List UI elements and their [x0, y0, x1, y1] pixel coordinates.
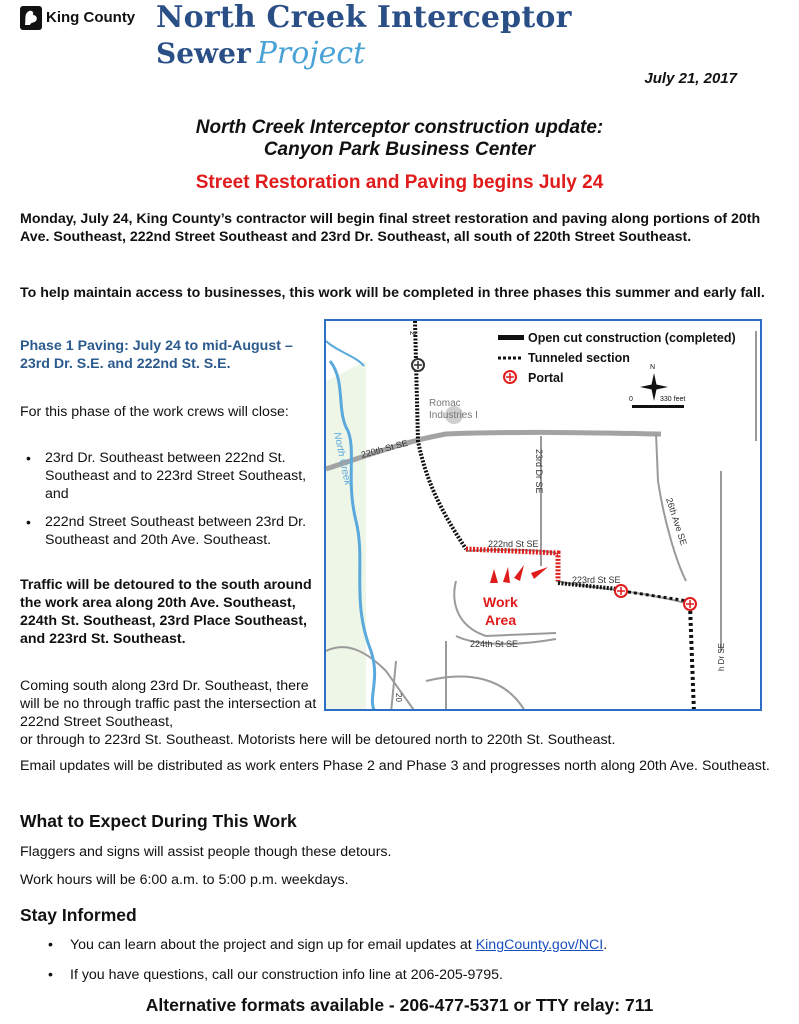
map-label-220th: 220th St SE — [359, 437, 409, 460]
headline-line1: North Creek Interceptor construction update: — [195, 117, 604, 138]
map-label-223rd: 223rd St SE — [572, 575, 621, 585]
title-sewer: Sewer — [156, 37, 251, 70]
map-label-20th: 20 — [394, 693, 403, 702]
map-label-top: 2 — [408, 331, 417, 336]
project-map — [324, 319, 762, 711]
work-hours-text: Work hours will be 6:00 a.m. to 5:00 p.m. weekdays. — [20, 872, 349, 888]
list-item-text: 23rd Dr. Southeast between 222nd St. Southeast and to 223rd Street Southeast, and — [45, 450, 307, 502]
stay-text-end: . — [603, 937, 608, 953]
map-label-work: Work — [483, 594, 518, 610]
scale-feet: 330 feet — [660, 396, 686, 403]
stay-text: You can learn about the project and sign up for email updates at — [70, 937, 476, 953]
traffic-detour-text: Traffic will be detoured to the south around the work area along 20th Ave. Southeast, 224th St. Southeast, 23rd Place Southeast, and 223rd St. Southeast. — [20, 577, 312, 647]
map-label-north-creek: North Creek — [331, 431, 354, 487]
scale-zero: 0 — [629, 396, 633, 403]
coming-south-text: Coming south along 23rd Dr. Southeast, there will be no through traffic past the intersection at 222nd Street Southeast, — [20, 678, 317, 730]
intro-paragraph-1: Monday, July 24, King County’s contractor will begin final street restoration and paving along portions of 20th Ave. Southeast, 222nd Street Southeast and 23rd Dr. Southeast, all south of 220th Street Southeast. — [20, 211, 761, 245]
alternative-formats-footer: Alternative formats available - 206-477-5371 or TTY relay: 711 — [145, 995, 654, 1015]
work-area-line — [466, 549, 558, 581]
legend-portal-icon — [504, 371, 516, 383]
map-label-dr-right: h Dr SE — [717, 642, 726, 671]
list-item-text: If you have questions, call our construction info line at 206-205-9795. — [70, 967, 503, 983]
map-label-224th: 224th St SE — [470, 639, 519, 649]
bullet-icon: • — [48, 967, 53, 983]
title-project: Project — [256, 36, 366, 71]
map-label-industries: Industries I — [429, 410, 478, 421]
legend-portal-label: Portal — [528, 371, 564, 385]
intro-paragraph-2: To help maintain access to businesses, this work will be completed in three phases this summer and early fall. — [20, 285, 765, 301]
headline — [0, 117, 799, 161]
project-title-line1: North Creek Interceptor — [156, 0, 572, 35]
map-drawing — [326, 321, 762, 711]
stay-informed-heading: Stay Informed — [20, 905, 137, 925]
map-label-26th-ave: 26th Ave SE — [664, 496, 689, 547]
list-item-text — [70, 936, 607, 954]
legend-open-cut-label: Open cut construction (completed) — [528, 331, 736, 345]
phase1-heading: Phase 1 Paving: July 24 to mid-August – 23rd Dr. S.E. and 222nd St. S.E. — [20, 338, 293, 372]
king-county-crown-icon — [20, 6, 42, 30]
headline-line2: Canyon Park Business Center — [263, 139, 536, 160]
bullet-icon: • — [48, 937, 53, 953]
publication-date: July 21, 2017 — [644, 70, 737, 87]
kingcounty-nci-link[interactable]: KingCounty.gov/NCI — [475, 937, 604, 953]
map-label-23rd-dr: 23rd Dr SE — [534, 449, 544, 494]
portal-icon-south — [684, 598, 696, 610]
north-label: N — [650, 364, 656, 371]
project-title-line2 — [156, 36, 365, 71]
subheadline: Street Restoration and Paving begins July 24 — [195, 172, 604, 193]
phase1-lead: For this phase of the work crews will close: — [20, 404, 289, 420]
coming-south-tail: or through to 223rd St. Southeast. Motorists here will be detoured north to 220th St. Southeast. — [20, 732, 616, 748]
bullet-icon: • — [26, 514, 31, 530]
map-label-222nd: 222nd St SE — [488, 539, 539, 549]
expect-heading: What to Expect During This Work — [20, 811, 297, 831]
bullet-icon: • — [26, 450, 31, 466]
legend-open-cut-swatch — [498, 335, 524, 340]
portal-icon-north — [412, 359, 424, 371]
map-label-area: Area — [485, 612, 517, 628]
email-updates-text: Email updates will be distributed as work enters Phase 2 and Phase 3 and progresses north along 20th Ave. Southeast. — [20, 758, 770, 774]
logo-text: King County — [46, 9, 136, 26]
king-county-logo — [20, 6, 152, 32]
work-area-arrows — [490, 565, 548, 583]
flaggers-text: Flaggers and signs will assist people though these detours. — [20, 844, 392, 860]
map-label-romac: Romac — [429, 398, 461, 409]
tunneled-line-south — [690, 605, 694, 711]
scale-bar — [632, 405, 684, 408]
portal-icon-east — [615, 585, 627, 597]
legend-tunneled-label: Tunneled section — [528, 351, 630, 365]
list-item-text: 222nd Street Southeast between 23rd Dr. Southeast and 20th Ave. Southeast. — [45, 514, 307, 548]
